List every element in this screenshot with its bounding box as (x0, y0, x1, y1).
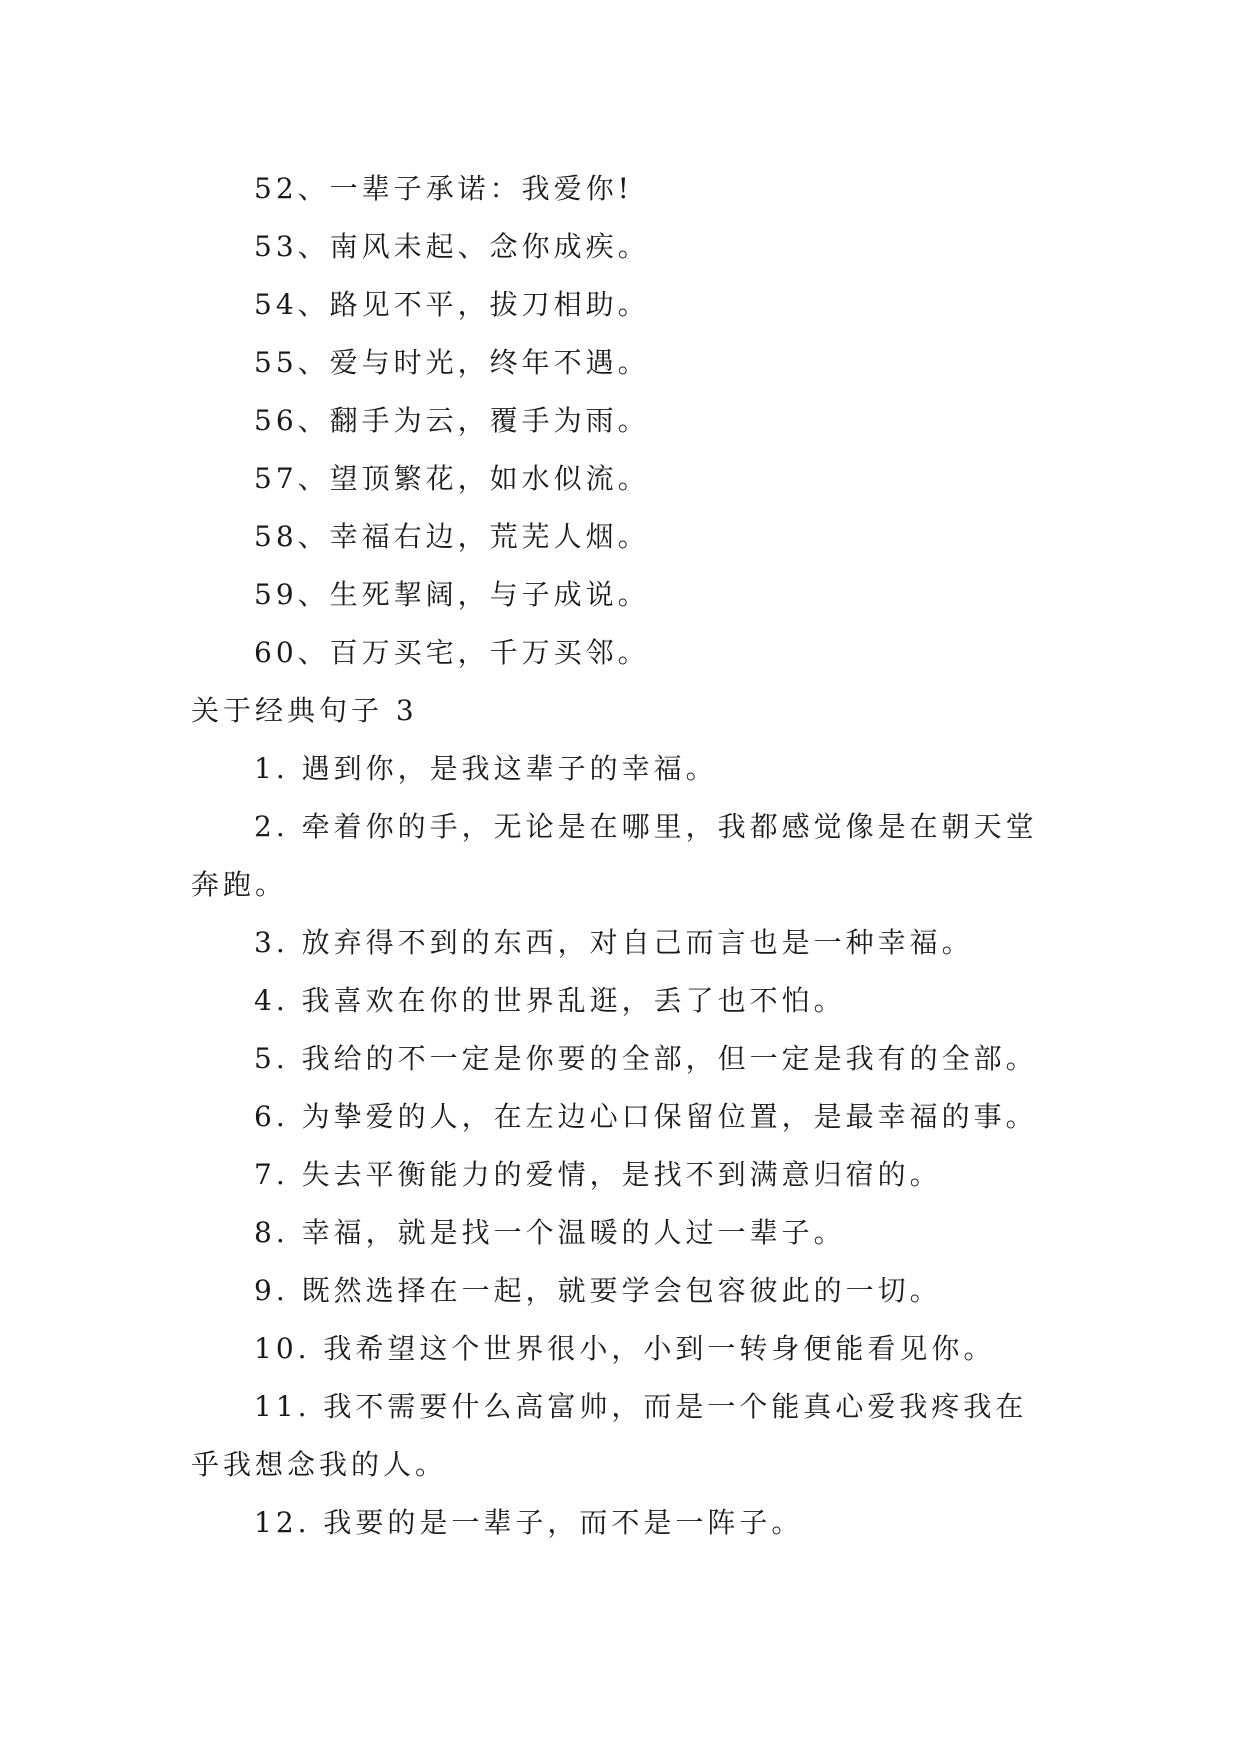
quote-line-59: 59、生死挈阔，与子成说。 (254, 578, 650, 611)
quote-line-8: 8. 幸福，就是找一个温暖的人过一辈子。 (254, 1216, 846, 1249)
quote-line-2-continued: 奔跑。 (191, 868, 288, 901)
quote-line-56: 56、翻手为云，覆手为雨。 (254, 404, 650, 437)
quote-line-53: 53、南风未起、念你成疾。 (254, 230, 650, 263)
quote-line-52: 52、一辈子承诺：我爱你! (254, 172, 633, 205)
quote-line-60: 60、百万买宅，千万买邻。 (254, 636, 650, 669)
quote-line-2: 2. 牵着你的手，无论是在哪里，我都感觉像是在朝天堂 (254, 810, 1038, 843)
quote-line-54: 54、路见不平，拔刀相助。 (254, 288, 650, 321)
section-heading: 关于经典句子 3 (191, 694, 418, 727)
quote-line-7: 7. 失去平衡能力的爱情，是找不到满意归宿的。 (254, 1158, 942, 1191)
quote-line-3: 3. 放弃得不到的东西，对自己而言也是一种幸福。 (254, 926, 974, 959)
quote-line-55: 55、爱与时光，终年不遇。 (254, 346, 650, 379)
quote-line-11: 11. 我不需要什么高富帅，而是一个能真心爱我疼我在 (254, 1390, 1028, 1423)
quote-line-1: 1. 遇到你，是我这辈子的幸福。 (254, 752, 718, 785)
document-body (191, 160, 1071, 1552)
quote-line-10: 10. 我希望这个世界很小，小到一转身便能看见你。 (254, 1332, 996, 1365)
quote-line-12: 12. 我要的是一辈子，而不是一阵子。 (254, 1506, 804, 1539)
quote-line-4: 4. 我喜欢在你的世界乱逛，丢了也不怕。 (254, 984, 846, 1017)
quote-line-57: 57、望顶繁花，如水似流。 (254, 462, 650, 495)
quote-line-58: 58、幸福右边，荒芜人烟。 (254, 520, 650, 553)
quote-line-6: 6. 为挚爱的人，在左边心口保留位置，是最幸福的事。 (254, 1100, 1038, 1133)
quote-line-11-continued: 乎我想念我的人。 (191, 1448, 448, 1481)
quote-line-9: 9. 既然选择在一起，就要学会包容彼此的一切。 (254, 1274, 942, 1307)
quote-line-5: 5. 我给的不一定是你要的全部，但一定是我有的全部。 (254, 1042, 1038, 1075)
